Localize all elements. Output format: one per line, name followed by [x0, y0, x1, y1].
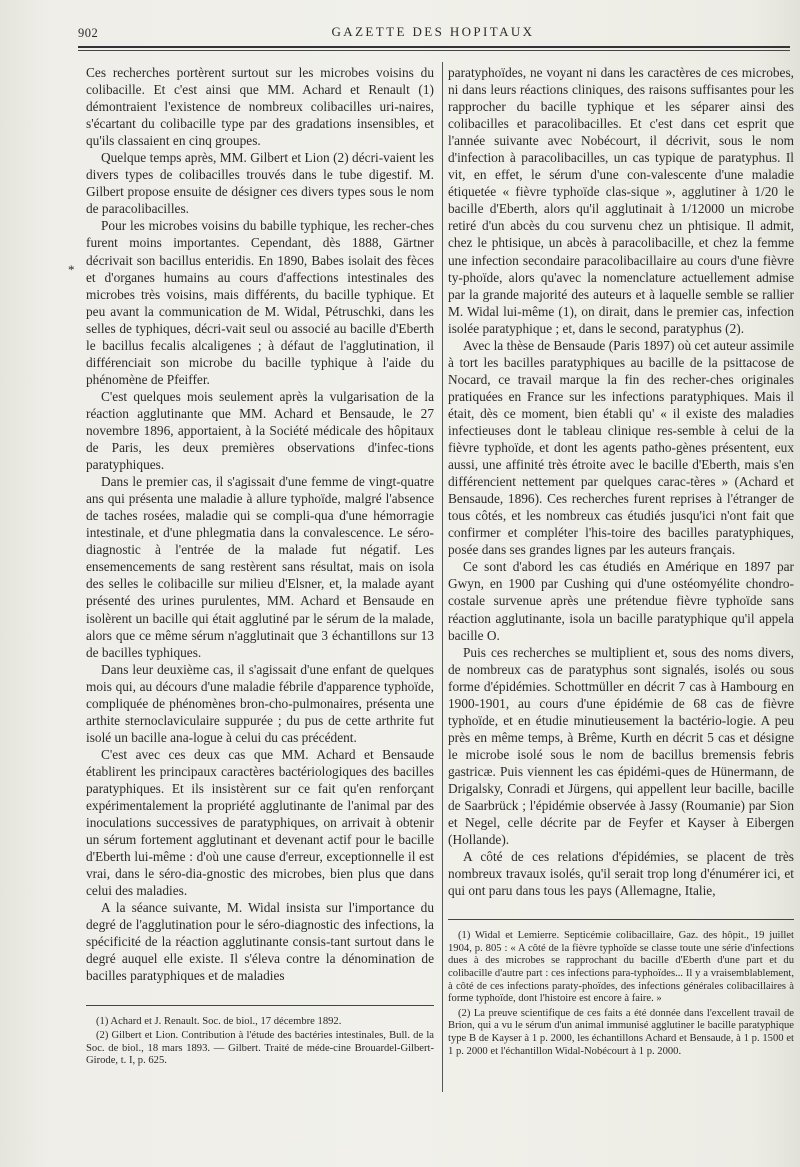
- left-footnote-rule: [86, 1005, 434, 1006]
- left-paragraph-2: Quelque temps après, MM. Gilbert et Lion (2) décri-vaient les divers types de colibacilles trouvés dans le tube digestif. M. Gilbert propose ensuite de désigner ces divers types sous le nom de paracolibacilles.: [86, 150, 434, 217]
- right-paragraph-1: paratyphoïdes, ne voyant ni dans les caractères de ces microbes, ni dans leurs réactions cliniques, des raisons suffisantes pour les rapprocher du bacille typhique et les séparer ainsi des colibacilles et paracolibacilles. Et c'est dans cet esprit que l'année suivante avec Nobécourt, il décrivit, sous le nom d'infection à paracolibacilles, un cas typique de paratyphus. Il vit, en effet, le sérum d'une con-valescente d'une maladie étiquetée « fièvre typhoïde clas-sique », agglutiner à 1/20 le bacille d'Eberth, alors qu'il agglutinait à 1/12000 un microbe retiré d'un abcès du cou survenu chez un phtisique. Il admit, chez le phtisique, un abcès à paracolibacille, et chez la femme une infection secondaire paracolibacillaire au cours d'une fièvre ty-phoïde, alors qu'avec la nomenclature actuellement admise par la grande majorité des auteurs et à laquelle semble se rallier M. Widal lui-même (1), on dirait, dans le premier cas, infection isolée paratyphique ; et, dans le second, paratyphus (2).: [448, 65, 794, 336]
- left-paragraph-6: Dans leur deuxième cas, il s'agissait d'une enfant de quelques mois qui, au décours d'une maladie fébrile d'apparence typhoïde, compliquée de phénomènes bron-cho-pulmonaires, présenta une arthite sternoclaviculaire suppurée ; du pus de cette arthrite fut isolé un bacille ana-logue à celui du cas précédent.: [86, 661, 434, 745]
- page-number: 902: [78, 26, 99, 40]
- right-footnotes: [448, 930, 794, 1058]
- margin-asterisk: *: [68, 262, 75, 277]
- right-footnote-rule: [448, 919, 794, 920]
- page-header: [78, 24, 788, 42]
- running-title: GAZETTE DES HOPITAUX: [331, 24, 535, 39]
- right-footnote-1: (1) Widal et Lemierre. Septicémie colibacillaire, Gaz. des hôpit., 19 juillet 1904, p. 805 : « A côté de la fièvre typhoïde se classe toute une série d'infections dues à des microbes se rapprochant du bacille d'Eberth d'une part et du colibacille d'autre part : ces infections para-typhoïdes... Il y a vraisemblablement, à côté de ces infections paraty-phoïdes, des infections générales colibacillaires à forme typhoïde, dont l'histoire est encore à faire. »: [448, 930, 794, 1005]
- left-paragraph-5: Dans le premier cas, il s'agissait d'une femme de vingt-quatre ans qui présenta une maladie à allure typhoïde, malgré l'absence de taches rosées, maladie qui se compli-qua d'une hémorragie intestinale, et d'une phlegmatia dans la convalescence. Le séro-diagnostic à l'entrée de la malade fut négatif. Les ensemencements de sang restèrent sans résultat, mais on isola des selles le colibacille sur milieu d'Elsner, et, la malade ayant présenté des urines purulentes, MM. Achard et Bensaude en isolèrent un bacille qui était agglutiné par le sérum de la malade, alors que ce même sérum n'agglutinait que 3 échantillons sur 13 de bacilles typhiques.: [86, 474, 434, 660]
- left-paragraph-7: C'est avec ces deux cas que MM. Achard et Bensaude établirent les principaux caractères bactériologiques des bacilles paratyphiques. Et ils insistèrent sur ce fait qu'en renforçant expérimentalement la propriété agglutinante de l'animal par des inoculations successives de paratyphiques, on arrivait à obtenir un sérum fortement agglutinant et devenant actif pour le bacille d'Eberth lui-même : d'où une cause d'erreur, exceptionnelle il est vrai, dans le séro-dia-gnostic des microbes, bien plus que dans celui des maladies.: [86, 746, 434, 899]
- right-paragraph-5: A côté de ces relations d'épidémies, se placent de très nombreux travaux isolés, qu'il serait trop long d'énumérer ici, et qui ont paru dans tous les pays (Allemagne, Italie,: [448, 849, 794, 899]
- left-footnote-1: (1) Achard et J. Renault. Soc. de biol., 17 décembre 1892.: [96, 1015, 342, 1027]
- right-column: [448, 64, 794, 1060]
- left-footnotes: [86, 1016, 434, 1068]
- header-rule-thin: [78, 50, 790, 51]
- header-rule-thick: [78, 46, 790, 48]
- left-paragraph-1: Ces recherches portèrent surtout sur les microbes voisins du colibacille. Et c'est ainsi que MM. Achard et Renault (1) démontraient l'existence de nombreux colibacilles uri-naires, s'écartant du colibacille type par des gradations insensibles, et qu'ils classaient en cinq groupes.: [86, 65, 434, 149]
- left-paragraph-4: C'est quelques mois seulement après la vulgarisation de la réaction agglutinante que MM. Achard et Bensaude, le 27 novembre 1896, apportaient, à la Société médicale des hôpitaux de Paris, les deux premières observations d'infec-tions paratyphiques.: [86, 388, 434, 473]
- left-paragraph-8: A la séance suivante, M. Widal insista sur l'importance du degré de l'agglutination pour le séro-diagnostic des infections, la spécificité de la réaction agglutinante consis-tant surtout dans le degré auquel elle existe. Il s'éleva contre la dénomination de bacilles paratyphiques et de maladies: [86, 900, 434, 984]
- right-paragraph-3: Ce sont d'abord les cas étudiés en Amérique en 1897 par Gwyn, en 1900 par Cushing qui d'une ostéomyélite chondro-costale survenue après une prétendue fièvre typhoïde sans réaction agglutinante, isola un bacille paratyphique qu'il appela bacille O.: [448, 559, 794, 643]
- right-paragraph-2: Avec la thèse de Bensaude (Paris 1897) où cet auteur assimile à tort les bacilles paratyphiques au bacille de la psittacose de Nocard, ce travail marque la fin des recher-ches originales pratiquées en France sur les infections paratyphiques. Mais il était, dès ce moment, bien établi qu' « il existe des maladies infectieuses dont le tableau clinique res-semble à celui de la fièvre typhoïde, et dont les agents patho-gènes présentent, eux aussi, une affinité très étroite avec le bacille d'Eberth, mais s'en différencient nettement par quelques carac-tères » (Achard et Bensaude, 1896). Ces recherches furent reprises à l'étranger de tous côtés, et les nombreux cas étudiés jusqu'ici n'ont fait que confirmer et compléter l'his-toire des bacilles paratyphiques, posée dans ses grandes lignes par les auteurs français.: [448, 337, 794, 558]
- left-footnote-2: (2) Gilbert et Lion. Contribution à l'étude des bactéries intestinales, Bull. de la Soc. de biol., 18 mars 1893. — Gilbert. Traité de méde-cine Brouardel-Gilbert-Girode, t. I, p. 625.: [86, 1030, 434, 1067]
- left-paragraph-3: Pour les microbes voisins du babille typhique, les recher-ches furent moins importantes. Cependant, dès 1888, Gärtner décrivait son bacillus enteridis. En 1890, Babes isolait des fèces et d'organes humains au cours d'affections intestinales des microbes très voisins, mais différents, du bacille typhique. Et peu avant la communication de M. Widal, Pétruschki, dans les selles de typhiques, décri-vait seul ou associé au bacille d'Eberth le bacillus fecalis alcaligenes ; à défaut de l'agglutination, il différenciait son microbe du bacille typhique à l'aide du phénomène de Pfeiffer.: [86, 218, 434, 387]
- right-footnote-2: (2) La preuve scientifique de ces faits a été donnée dans l'excellent travail de Brion, qui a vu le sérum d'un animal immunisé agglutiner le bacille paratyphique type B de Kayser à 1 p. 2000, les échantillons Achard et Bensaude, à 1 p. 1500 et 1 p. 2000 et l'échantillon Widal-Nobécourt à 1 p. 2000.: [448, 1007, 794, 1057]
- right-paragraph-4: Puis ces recherches se multiplient et, sous des noms divers, de nombreux cas de paratyphus sont signalés, isolés ou sous forme d'épidémies. Schottmüller en décrit 7 cas à Hambourg en 1900-1901, au cours d'une épidémie de 68 cas de fièvre typhoïde, et en étudie minutieusement la bactério-logie. A peu près en même temps, à Brême, Kurth en décrit 5 cas et désigne le microbe isolé sous le nom de bacillus bremensis febris gastricæ. Puis viennent les cas épidémi-ques de Hünermann, de Drigalsky, Conradi et Jürgens, qui appellent leur bacille, bacille de Saarbrück ; l'épidémie observée à Jassy (Roumanie) par Sion et Negel, celle décrite par de Feyfer et Kayser à Eibergen (Hollande).: [448, 644, 794, 848]
- left-column: [86, 64, 434, 1070]
- column-divider: [442, 62, 443, 1092]
